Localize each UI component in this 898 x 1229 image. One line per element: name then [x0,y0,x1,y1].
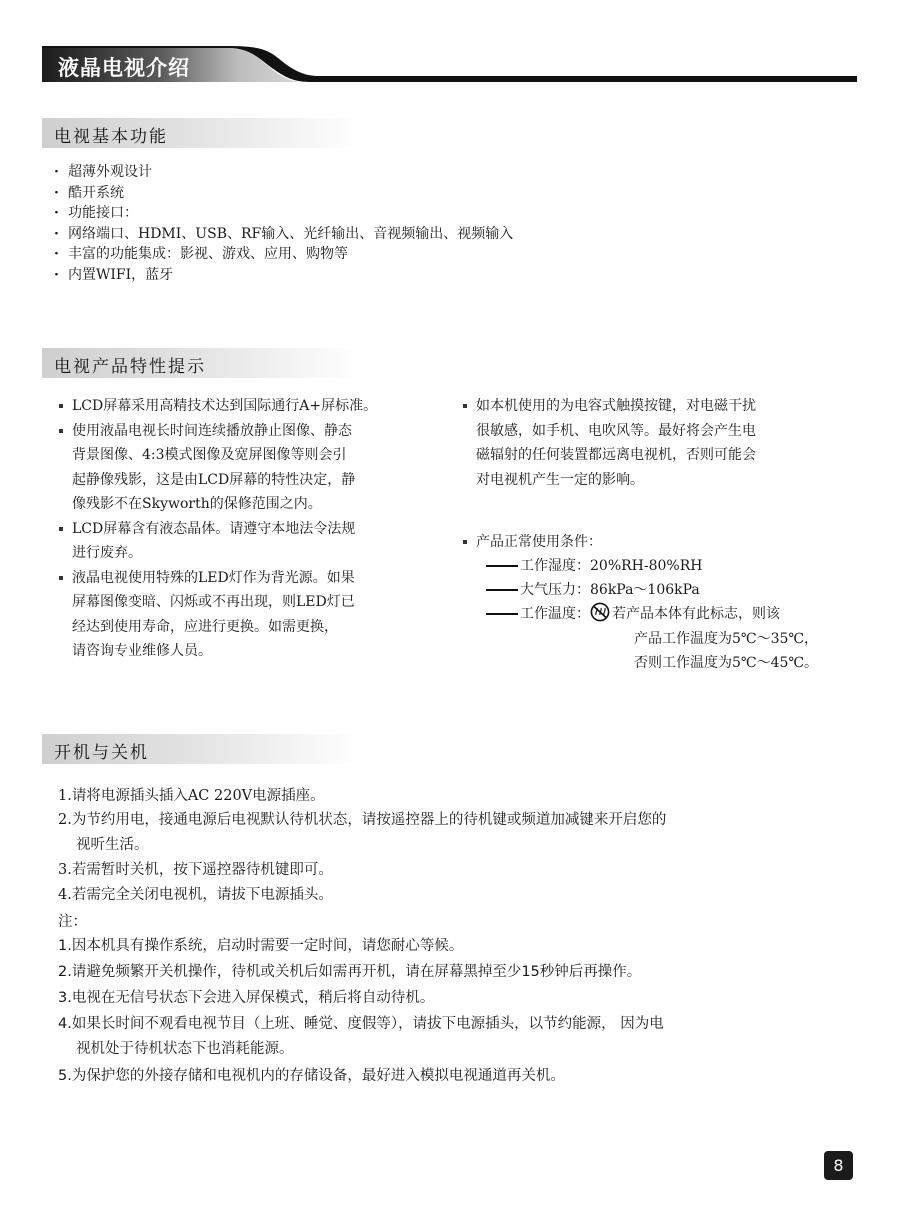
section-title: 电视产品特性提示 [54,357,206,377]
tip-line: 屏幕图像变暗、闪烁或不再出现，则LED灯已 [72,594,355,610]
tip-line: 如本机使用的为电容式触摸按键，对电磁干扰 [476,398,756,414]
temperature-note-line: 产品工作温度为5℃～35℃， [634,631,819,647]
list-item [58,394,438,419]
section-title: 开机与关机 [54,743,149,763]
page-header [42,44,857,86]
tip-line: 起静像残影，这是由LCD屏幕的特性决定，静 [72,471,356,488]
tip-line: 进行废弃。 [72,545,142,561]
page-title: 液晶电视介绍 [58,56,190,80]
tip-line: 背景图像、4:3模式图像及宽屏图像等则会引 [72,447,347,463]
section-header-basic [42,118,362,148]
dash-mark [486,589,518,591]
note-item: 1.因本机具有操作系统，启动时需要一定时间，请您耐心等候。 [58,938,464,954]
power-step: 1.请将电源插头插入AC 220V电源插座。 [58,788,325,804]
power-step: 视听生活。 [76,837,149,853]
dash-mark [486,565,518,567]
note-label: 注： [58,914,87,930]
list-item: · 超薄外观设计 [52,162,513,183]
tip-line: 经达到使用寿命，应进行更换。如需更换， [72,618,338,635]
condition-humidity [486,554,702,578]
list-item: · 酷开系统 [52,183,513,204]
condition-temperature [486,602,780,630]
no-high-temperature-icon [590,602,610,630]
list-item [462,394,862,492]
power-step: 4.若需完全关闭电视机，请拔下电源插头。 [58,887,333,903]
dash-mark [486,613,518,615]
note-item: 5.为保护您的外接存储和电视机内的存储设备，最好进入模拟电视通道再关机。 [58,1068,565,1084]
list-item: · 丰富的功能集成：影视、游戏、应用、购物等 [52,244,513,265]
tip-line: 液晶电视使用特殊的LED灯作为背光源。如果 [72,569,355,586]
section-header-tips [42,348,362,378]
tips-left-list [58,394,438,664]
list-item: · 功能接口： [52,203,513,224]
tip-line: 像残影不在Skyworth的保修范围之内。 [72,496,322,512]
list-item [58,419,438,517]
condition-pressure [486,578,700,602]
note-item: 3.电视在无信号状态下会进入屏保模式，稍后将自动待机。 [58,990,435,1006]
note-item: 2.请避免频繁开关机操作，待机或关机后如需再开机，请在屏幕黑掉至少15秒钟后再操作。 [58,964,642,980]
feature-list [52,162,513,285]
power-step: 3.若需暂时关机，按下遥控器待机键即可。 [58,862,333,878]
list-item: · 网络端口、HDMI、USB、RF输入、光纤输出、音视频输出、视频输入 [52,224,513,245]
condition-text: 大气压力：86kPa～106kPa [520,582,700,598]
list-item: · 内置WIFI，蓝牙 [52,265,513,286]
tip-line: 请咨询专业维修人员。 [72,643,212,659]
page-number: 8 [824,1151,853,1180]
temperature-note-line: 否则工作温度为5℃～45℃。 [634,655,819,671]
tip-line: LCD屏幕采用高精技术达到国际通行A+屏标准。 [72,398,378,414]
conditions-title: 产品正常使用条件： [462,530,602,554]
tip-line: 磁辐射的任何装置都远离电视机，否则可能会 [476,447,756,463]
tip-line: 对电视机产生一定的影响。 [476,471,644,488]
power-step: 2.为节约用电，接通电源后电视默认待机状态，请按遥控器上的待机键或频道加减键来开启您的 [58,812,667,828]
condition-text: 工作温度： [520,606,590,622]
tip-line: 使用液晶电视长时间连续播放静止图像、静态 [72,422,352,439]
list-item [58,566,438,664]
tips-right-list [462,394,862,492]
section-title: 电视基本功能 [54,127,168,147]
section-header-power [42,734,362,764]
tip-line: 很敏感，如手机、电吹风等。最好将会产生电 [476,422,756,439]
note-item: 4.如果长时间不观看电视节目（上班、睡觉、度假等），请拔下电源插头，以节约能源， 因为电 [58,1016,664,1032]
list-item [58,517,438,566]
condition-text: 工作湿度：20%RH-80%RH [520,558,703,574]
note-item: 视机处于待机状态下也消耗能源。 [76,1041,294,1057]
tip-line: LCD屏幕含有液态晶体。请遵守本地法令法规 [72,520,356,537]
condition-text: 若产品本体有此标志，则该 [612,606,780,622]
